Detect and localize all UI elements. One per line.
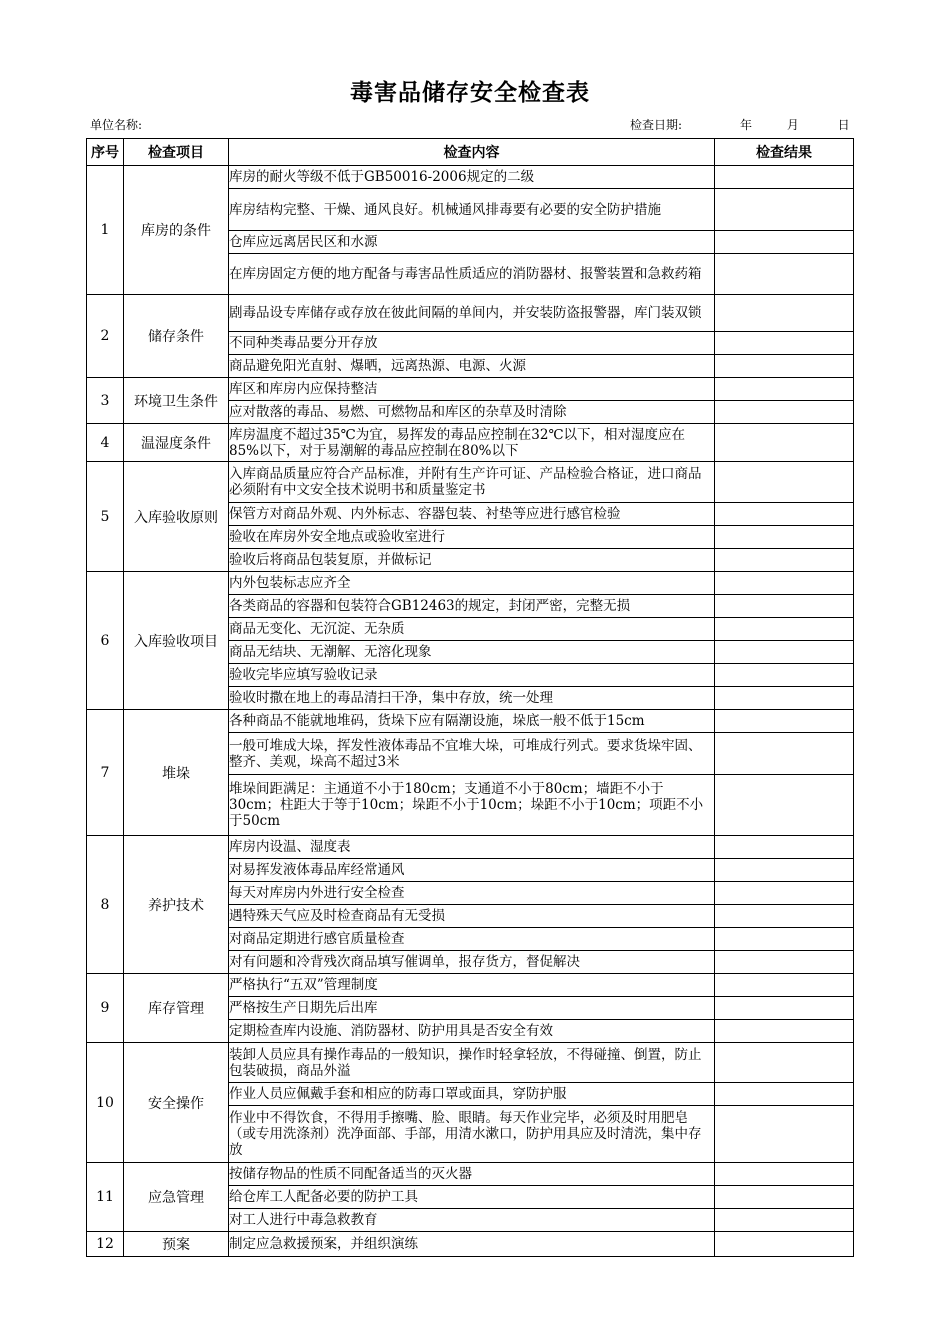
check-result-cell[interactable] (715, 549, 854, 572)
header-result: 检查结果 (715, 139, 854, 166)
check-content: 各类商品的容器和包装符合GB12463的规定，封闭严密，完整无损 (229, 595, 715, 618)
section-item: 堆垛 (124, 710, 229, 836)
check-content: 给仓库工人配备必要的防护工具 (229, 1186, 715, 1209)
check-content: 商品无结块、无潮解、无溶化现象 (229, 641, 715, 664)
check-content: 严格执行“五双”管理制度 (229, 974, 715, 997)
check-content: 库区和库房内应保持整洁 (229, 378, 715, 401)
table-row (87, 1232, 854, 1257)
section-number: 4 (87, 424, 124, 462)
check-content: 内外包装标志应齐全 (229, 572, 715, 595)
check-content: 验收在库房外安全地点或验收室进行 (229, 526, 715, 549)
check-content: 对有问题和冷背残次商品填写催调单，报存货方，督促解决 (229, 951, 715, 974)
section-item: 库存管理 (124, 974, 229, 1043)
check-result-cell[interactable] (715, 859, 854, 882)
check-result-cell[interactable] (715, 1083, 854, 1106)
check-content: 对商品定期进行感官质量检查 (229, 928, 715, 951)
header-row (87, 139, 854, 166)
check-content: 遇特殊天气应及时检查商品有无受损 (229, 905, 715, 928)
check-result-cell[interactable] (715, 462, 854, 503)
check-result-cell[interactable] (715, 641, 854, 664)
section-item: 安全操作 (124, 1043, 229, 1163)
check-result-cell[interactable] (715, 378, 854, 401)
check-content: 验收后将商品包装复原，并做标记 (229, 549, 715, 572)
check-content: 保管方对商品外观、内外标志、容器包装、衬垫等应进行感官检验 (229, 503, 715, 526)
check-result-cell[interactable] (715, 951, 854, 974)
check-result-cell[interactable] (715, 1186, 854, 1209)
inspection-date-label: 检查日期: (630, 118, 683, 132)
check-result-cell[interactable] (715, 424, 854, 462)
check-result-cell[interactable] (715, 1043, 854, 1083)
check-content: 对易挥发液体毒品库经常通风 (229, 859, 715, 882)
check-result-cell[interactable] (715, 836, 854, 859)
check-result-cell[interactable] (715, 1209, 854, 1232)
section-item: 温湿度条件 (124, 424, 229, 462)
section-number: 2 (87, 295, 124, 378)
check-content: 制定应急救援预案，并组织演练 (229, 1232, 715, 1257)
section-number: 9 (87, 974, 124, 1043)
table-row (87, 710, 854, 733)
check-content: 装卸人员应具有操作毒品的一般知识，操作时轻拿轻放，不得碰撞、倒置，防止包装破损，商品外溢 (229, 1043, 715, 1083)
check-result-cell[interactable] (715, 664, 854, 687)
check-result-cell[interactable] (715, 572, 854, 595)
check-result-cell[interactable] (715, 503, 854, 526)
header-item: 检查项目 (124, 139, 229, 166)
section-item: 预案 (124, 1232, 229, 1257)
check-result-cell[interactable] (715, 733, 854, 775)
check-result-cell[interactable] (715, 997, 854, 1020)
check-content: 作业中不得饮食，不得用手擦嘴、脸、眼睛。每天作业完毕，必须及时用肥皂（或专用洗涤剂）洗净面部、手部，用清水漱口，防护用具应及时清洗，集中存放 (229, 1106, 715, 1163)
check-result-cell[interactable] (715, 974, 854, 997)
table-row (87, 462, 854, 503)
check-content: 对工人进行中毒急救教育 (229, 1209, 715, 1232)
check-result-cell[interactable] (715, 1106, 854, 1163)
check-content: 各种商品不能就地堆码，货垛下应有隔潮设施，垛底一般不低于15cm (229, 710, 715, 733)
check-content: 库房的耐火等级不低于GB50016-2006规定的二级 (229, 166, 715, 189)
table-row (87, 378, 854, 401)
check-content: 仓库应远离居民区和水源 (229, 231, 715, 254)
check-result-cell[interactable] (715, 401, 854, 424)
section-item: 环境卫生条件 (124, 378, 229, 424)
date-day-label: 日 (837, 118, 850, 132)
check-result-cell[interactable] (715, 295, 854, 332)
table-row (87, 974, 854, 997)
check-result-cell[interactable] (715, 1163, 854, 1186)
table-row (87, 1043, 854, 1083)
check-content: 库房内设温、湿度表 (229, 836, 715, 859)
check-result-cell[interactable] (715, 355, 854, 378)
check-result-cell[interactable] (715, 166, 854, 189)
table-row (87, 295, 854, 332)
check-content: 验收完毕应填写验收记录 (229, 664, 715, 687)
check-result-cell[interactable] (715, 231, 854, 254)
section-number: 11 (87, 1163, 124, 1232)
section-number: 12 (87, 1232, 124, 1257)
section-item: 应急管理 (124, 1163, 229, 1232)
check-result-cell[interactable] (715, 1020, 854, 1043)
check-content: 商品无变化、无沉淀、无杂质 (229, 618, 715, 641)
check-result-cell[interactable] (715, 905, 854, 928)
page-title: 毒害品储存安全检查表 (350, 80, 590, 106)
table-row (87, 572, 854, 595)
section-number: 7 (87, 710, 124, 836)
check-result-cell[interactable] (715, 1232, 854, 1257)
inspection-table (86, 138, 854, 1257)
check-content: 一般可堆成大垛，挥发性液体毒品不宜堆大垛，可堆成行列式。要求货垛牢固、整齐、美观，垛高不超过3米 (229, 733, 715, 775)
section-item: 入库验收原则 (124, 462, 229, 572)
check-content: 定期检查库内设施、消防器材、防护用具是否安全有效 (229, 1020, 715, 1043)
header-no: 序号 (87, 139, 124, 166)
check-result-cell[interactable] (715, 928, 854, 951)
check-content: 入库商品质量应符合产品标准，并附有生产许可证、产品检验合格证，进口商品必须附有中文安全技术说明书和质量鉴定书 (229, 462, 715, 503)
table-row (87, 166, 854, 189)
check-content: 作业人员应佩戴手套和相应的防毒口罩或面具，穿防护服 (229, 1083, 715, 1106)
section-number: 1 (87, 166, 124, 295)
check-result-cell[interactable] (715, 882, 854, 905)
check-content: 验收时撒在地上的毒品清扫干净，集中存放，统一处理 (229, 687, 715, 710)
check-content: 按储存物品的性质不同配备适当的灭火器 (229, 1163, 715, 1186)
section-number: 8 (87, 836, 124, 974)
date-month-label: 月 (786, 118, 799, 132)
check-content: 在库房固定方便的地方配备与毒害品性质适应的消防器材、报警装置和急救药箱 (229, 254, 715, 295)
check-result-cell[interactable] (715, 595, 854, 618)
check-result-cell[interactable] (715, 189, 854, 231)
check-content: 库房温度不超过35℃为宜，易挥发的毒品应控制在32℃以下，相对湿度应在85%以下，对于易潮解的毒品应控制在80%以下 (229, 424, 715, 462)
table-row (87, 1163, 854, 1186)
section-item: 入库验收项目 (124, 572, 229, 710)
check-content: 每天对库房内外进行安全检查 (229, 882, 715, 905)
section-item: 养护技术 (124, 836, 229, 974)
check-content: 剧毒品设专库储存或存放在彼此间隔的单间内，并安装防盗报警器，库门装双锁 (229, 295, 715, 332)
check-result-cell[interactable] (715, 618, 854, 641)
check-result-cell[interactable] (715, 775, 854, 836)
section-number: 6 (87, 572, 124, 710)
check-content: 严格按生产日期先后出库 (229, 997, 715, 1020)
section-number: 3 (87, 378, 124, 424)
check-result-cell[interactable] (715, 254, 854, 295)
check-content: 不同种类毒品要分开存放 (229, 332, 715, 355)
check-content: 商品避免阳光直射、爆晒，远离热源、电源、火源 (229, 355, 715, 378)
date-year-label: 年 (740, 118, 753, 132)
table-row (87, 836, 854, 859)
check-result-cell[interactable] (715, 526, 854, 549)
section-item: 储存条件 (124, 295, 229, 378)
unit-name-label: 单位名称: (90, 118, 143, 132)
check-content: 堆垛间距满足：主通道不小于180cm；支通道不小于80cm；墙距不小于30cm；柱距大于等于10cm；垛距不小于10cm；垛距不小于10cm；项距不小于50cm (229, 775, 715, 836)
header-content: 检查内容 (229, 139, 715, 166)
table-row (87, 424, 854, 462)
date-fields (740, 116, 850, 133)
section-number: 5 (87, 462, 124, 572)
check-result-cell[interactable] (715, 710, 854, 733)
check-result-cell[interactable] (715, 687, 854, 710)
check-content: 库房结构完整、干燥、通风良好。机械通风排毒要有必要的安全防护措施 (229, 189, 715, 231)
section-item: 库房的条件 (124, 166, 229, 295)
check-result-cell[interactable] (715, 332, 854, 355)
section-number: 10 (87, 1043, 124, 1163)
check-content: 应对散落的毒品、易燃、可燃物品和库区的杂草及时清除 (229, 401, 715, 424)
